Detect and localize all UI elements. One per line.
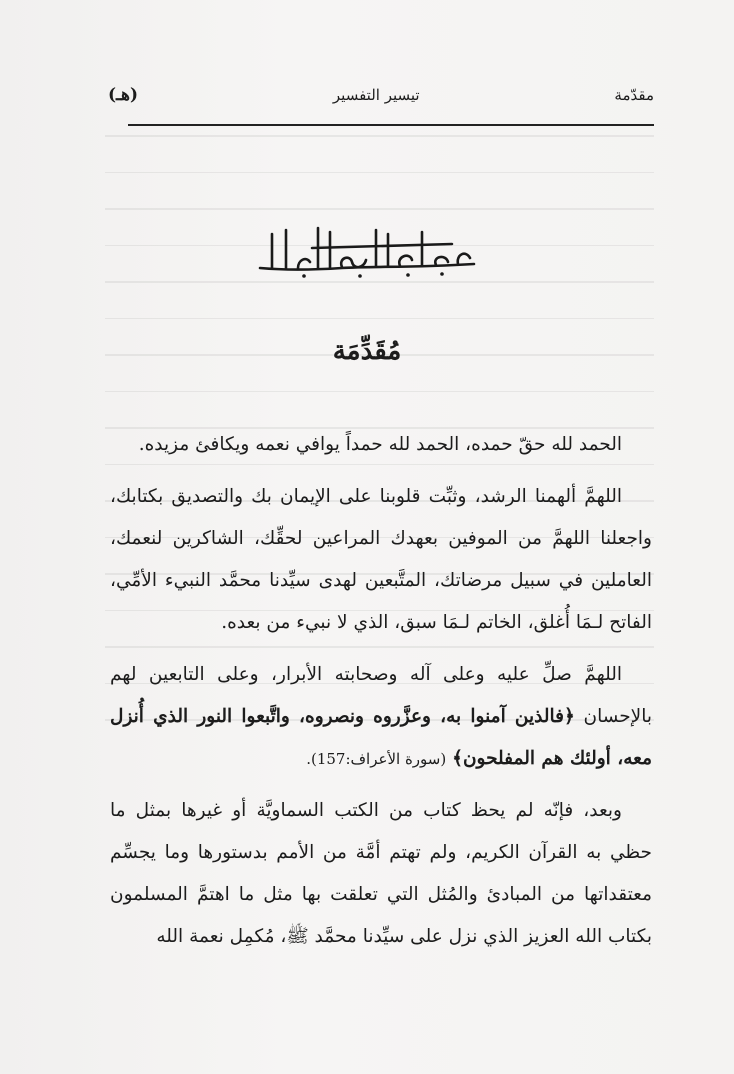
page-heading: مُقَدِّمَة	[332, 336, 402, 366]
paragraph-text: اللهمَّ صلِّ عليه وعلى آله وصحابته الأبرار، وعلى التابعين لهم بالإحسان	[110, 664, 652, 727]
paragraph: اللهمَّ ألهمنا الرشد، وثبِّت قلوبنا على الإيمان بك والتصديق بكتابك، واجعلنا اللهمَّ من الموفين بعهدك المراعين لحقِّك، الشاكرين لنعمك، العاملين في سبيل مرضاتك، المتَّبعين لهدى سيِّدنا محمَّد النبيء الأمِّي، الفاتح لـمَا أُغلق، الخاتم لـمَا سبق، الذي لا نبيء من بعده.	[110, 486, 652, 633]
section-title: مقدّمة	[614, 86, 654, 104]
quran-quote: ﴿فالذين آمنوا به، وعزَّروه ونصروه، واتَّبعوا النور الذي أُنزل معه، أولئك هم المفلحون﴾	[110, 706, 652, 769]
body-text	[110, 424, 652, 968]
basmala-calligraphy	[0, 220, 734, 286]
page-marker: (هـ)	[108, 85, 139, 105]
book-title: تيسير التفسير	[332, 86, 420, 104]
paragraph: وبعد، فإنّه لم يحظ كتاب من الكتب السماويَّة أو غيرها بمثل ما حظي به القرآن الكريم، ولم تهتم أمَّة من الأمم بدستورها وما يجسِّم معتقداتها من المبادئ والمُثل التي تعلقت بها مثل ما اهتمَّ المسلمون بكتاب الله العزيز الذي نزل على سيِّدنا محمَّد ﷺ، مُكمِل نعمة الله	[110, 800, 652, 947]
basmala-calligraphy-icon	[252, 220, 482, 282]
paragraph: الحمد لله حقّ حمده، الحمد لله حمداً يوافي نعمه ويكافئ مزيده.	[138, 434, 622, 455]
header-rule	[128, 124, 654, 126]
quran-reference: (سورة الأعراف:157).	[306, 750, 447, 768]
paragraph	[110, 654, 652, 780]
running-header	[108, 80, 654, 110]
